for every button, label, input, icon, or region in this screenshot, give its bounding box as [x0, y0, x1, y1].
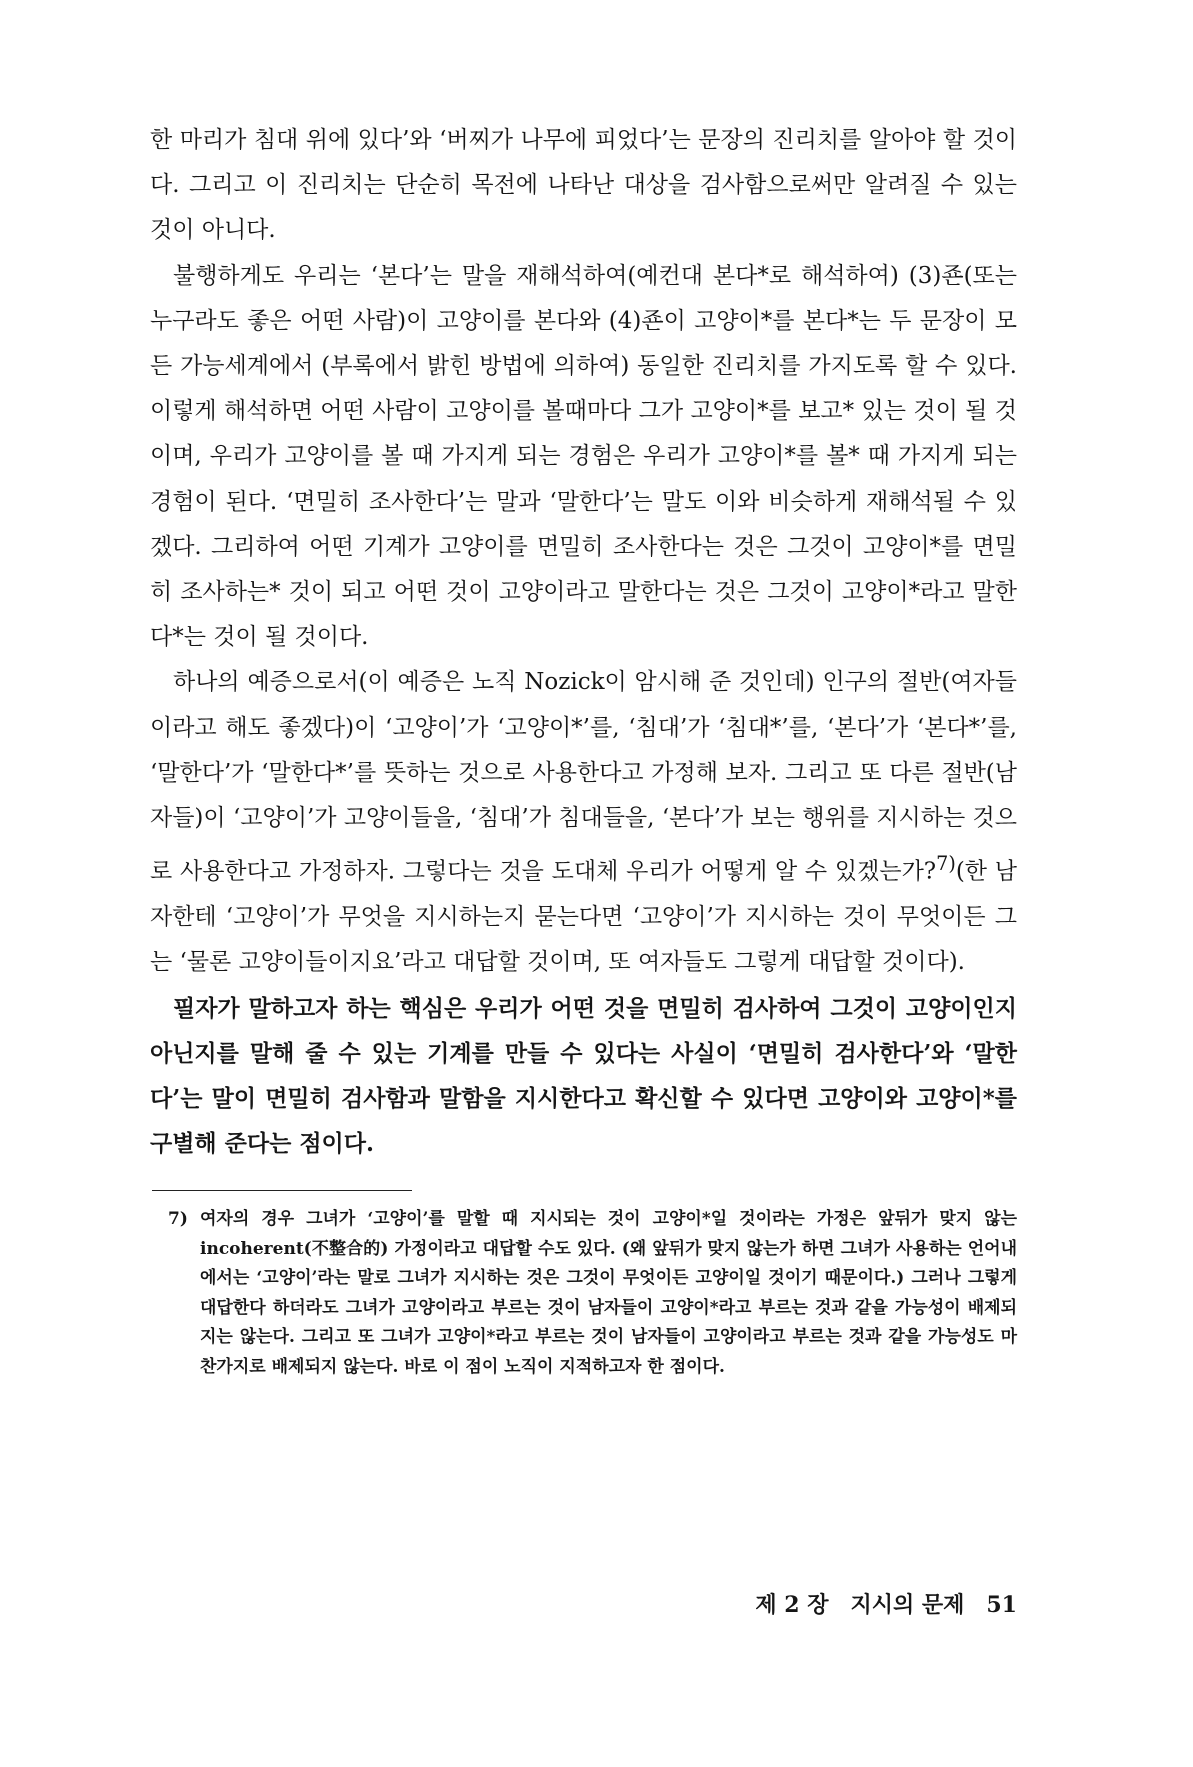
footnote-text: 여자의 경우 그녀가 ‘고양이’를 말할 때 지시되는 것이 고양이*일 것이라는 가정은 앞뒤가 맞지 않는 incoherent(不整合的) 가정이라고 대답할 수도 있다. (왜 앞뒤가 맞지 않는가 하면 그녀가 사용하는 언어내에서는 ‘고양이’라는 말로 그녀가 지시하는 것은 그것이 무엇이든 고양이일 것이기 때문이다.) 그러나 그렇게 대답한다 하더라도 그녀가 고양이라고 부르는 것이 남자들이 고양이*라고 부르는 것과 같을 가능성이 배제되지는 않는다. 그리고 또 그녀가 고양이*라고 부르는 것이 남자들이 고양이라고 부르는 것과 같을 가능성도 마찬가지로 배제되지 않는다. 바로 이 점이 노직이 지적하고자 한 점이다. [200, 1209, 1017, 1377]
footnote-reference: 7) [936, 852, 956, 876]
footnote-number: 7) [168, 1209, 188, 1230]
chapter-title: 지시의 문제 [850, 1592, 965, 1618]
paragraph-3-continuation: (한 남자한테 ‘고양이’가 무엇을 지시하는지 묻는다면 ‘고양이’가 지시하는 것이 무엇이든 그는 ‘물론 고양이들이지요’라고 대답할 것이며, 또 여자들도 그렇게 대답할 것이다). [150, 858, 1017, 976]
paragraph-3 [150, 660, 1017, 985]
running-footer [755, 1588, 1017, 1619]
footnote [150, 1205, 1017, 1382]
paragraph-1: 한 마리가 침대 위에 있다’와 ‘버찌가 나무에 피었다’는 문장의 진리치를 알아야 할 것이다. 그리고 이 진리치는 단순히 목전에 나타난 대상을 검사함으로써만 알려질 수 있는 것이 아니다. [150, 127, 1017, 244]
footnote-divider [152, 1190, 412, 1191]
paragraph-2: 불행하게도 우리는 ‘본다’는 말을 재해석하여(예컨대 본다*로 해석하여) (3)죤(또는 누구라도 좋은 어떤 사람)이 고양이를 본다와 (4)죤이 고양이*를 본다*는 두 문장이 모든 가능세계에서 (부록에서 밝힌 방법에 의하여) 동일한 진리치를 가지도록 할 수 있다. 이렇게 해석하면 어떤 사람이 고양이를 볼때마다 그가 고양이*를 보고* 있는 것이 될 것이며, 우리가 고양이를 볼 때 가지게 되는 경험은 우리가 고양이*를 볼* 때 가지게 되는 경험이 된다. ‘면밀히 조사한다’는 말과 ‘말한다’는 말도 이와 비슷하게 재해석될 수 있겠다. 그리하여 어떤 기계가 고양이를 면밀히 조사한다는 것은 그것이 고양이*를 면밀히 조사하는* 것이 되고 어떤 것이 고양이라고 말한다는 것은 그것이 고양이*라고 말한다*는 것이 될 것이다. [150, 262, 1017, 651]
page-number: 51 [986, 1592, 1017, 1618]
paragraph-3-text: 하나의 예증으로서(이 예증은 노직 Nozick이 암시해 준 것인데) 인구의 절반(여자들이라고 해도 좋겠다)이 ‘고양이’가 ‘고양이*’를, ‘침대’가 ‘침대*’를, ‘본다’가 ‘본다*’를, ‘말한다’가 ‘말한다*’를 뜻하는 것으로 사용한다고 가정해 보자. 그리고 또 다른 절반(남자들)이 ‘고양이’가 고양이들을, ‘침대’가 침대들을, ‘본다’가 보는 행위를 지시하는 것으로 사용한다고 가정하자. 그렇다는 것을 도대체 우리가 어떻게 알 수 있겠는가? [150, 669, 1017, 885]
paragraph-4: 필자가 말하고자 하는 핵심은 우리가 어떤 것을 면밀히 검사하여 그것이 고양이인지 아닌지를 말해 줄 수 있는 기계를 만들 수 있다는 사실이 ‘면밀히 검사한다’와 ‘말한다’는 말이 면밀히 검사함과 말함을 지시한다고 확신할 수 있다면 고양이와 고양이*를 구별해 준다는 점이다. [150, 994, 1017, 1158]
chapter-label: 제 2 장 [755, 1592, 829, 1618]
